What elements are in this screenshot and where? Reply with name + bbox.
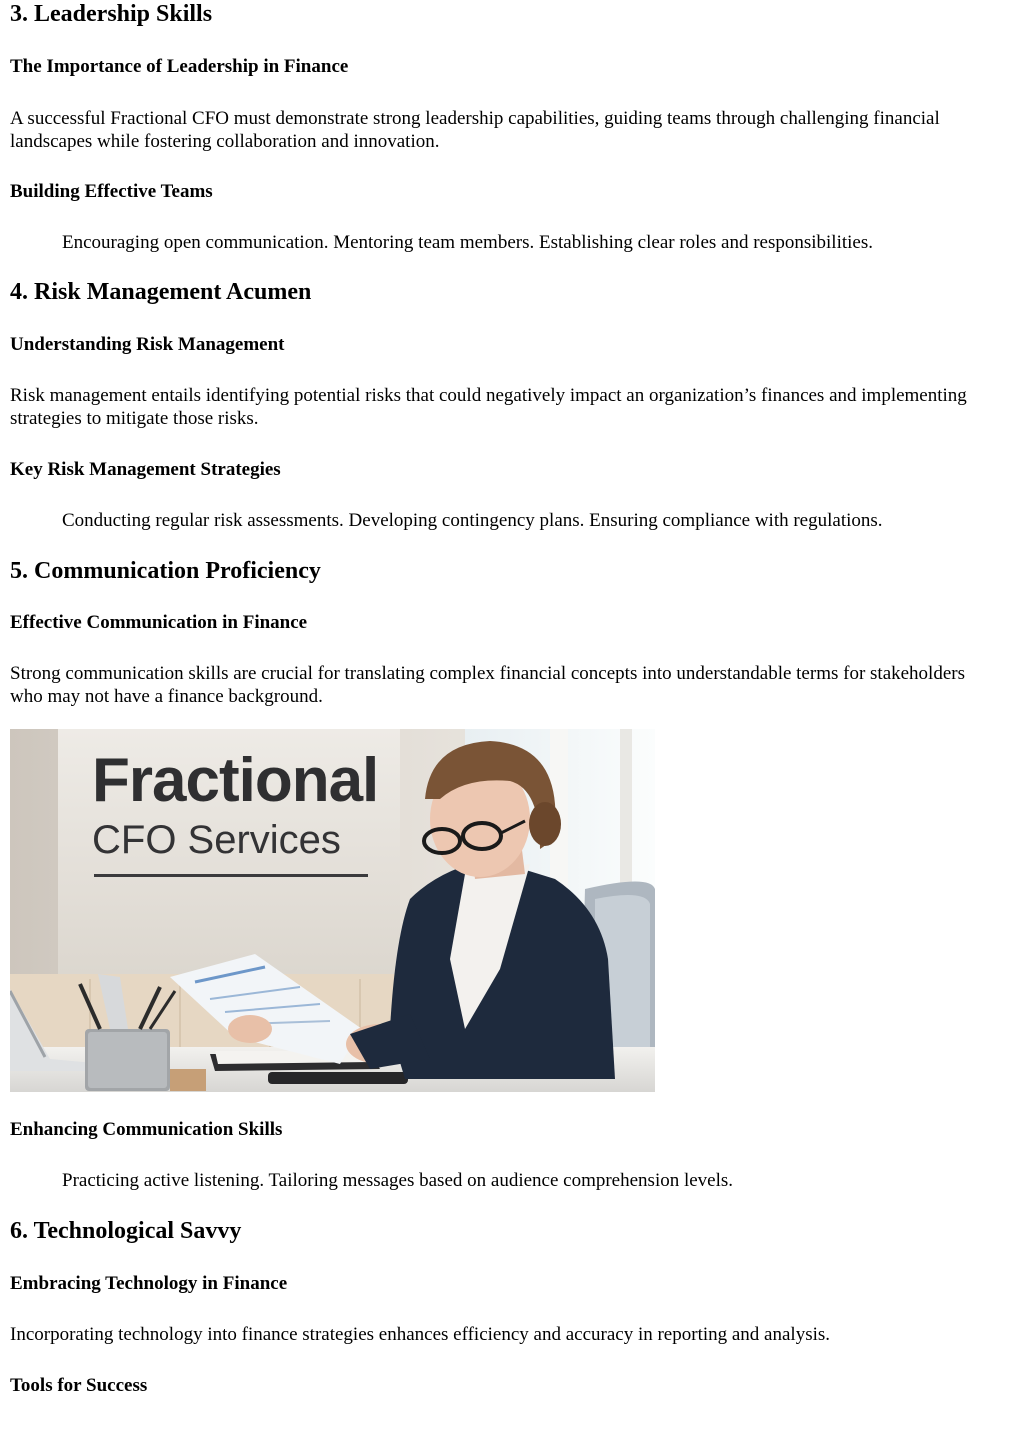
list-building-teams: Encouraging open communication. Mentoring team members. Establishing clear roles and responsibilities. xyxy=(62,232,873,253)
section-heading-technology: 6. Technological Savvy xyxy=(10,1218,242,1244)
section-heading-communication: 5. Communication Proficiency xyxy=(10,558,321,584)
subheading-embracing-technology: Embracing Technology in Finance xyxy=(10,1273,288,1294)
paragraph-communication: Strong communication skills are crucial for translating complex financial concepts into understandable terms for stakeholders who may not have a finance background. xyxy=(10,663,965,707)
list-risk-strategies: Conducting regular risk assessments. Developing contingency plans. Ensuring compliance with regulations. xyxy=(62,510,883,531)
subheading-risk-strategies: Key Risk Management Strategies xyxy=(10,459,281,480)
paragraph-leadership: A successful Fractional CFO must demonstrate strong leadership capabilities, guiding teams through challenging financial landscapes while fostering collaboration and innovation. xyxy=(10,108,940,152)
section-heading-risk-management: 4. Risk Management Acumen xyxy=(10,279,312,305)
subheading-building-teams: Building Effective Teams xyxy=(10,181,213,202)
subheading-understanding-risk: Understanding Risk Management xyxy=(10,334,285,355)
subheading-effective-communication: Effective Communication in Finance xyxy=(10,612,308,633)
paragraph-risk-management: Risk management entails identifying potential risks that could negatively impact an organization’s finances and implementing strategies to mitigate those risks. xyxy=(10,385,967,429)
subheading-enhancing-communication: Enhancing Communication Skills xyxy=(10,1119,283,1140)
subheading-tools-for-success: Tools for Success xyxy=(10,1375,148,1396)
sign-text-fractional: Fractional xyxy=(92,746,379,815)
list-communication-skills: Practicing active listening. Tailoring messages based on audience comprehension levels. xyxy=(62,1170,734,1191)
paragraph-technology: Incorporating technology into finance strategies enhances efficiency and accuracy in reporting and analysis. xyxy=(10,1324,831,1345)
cfo-photo xyxy=(10,729,655,1092)
subheading-importance-of-leadership: The Importance of Leadership in Finance xyxy=(10,56,349,77)
sign-text-cfo-services: CFO Services xyxy=(92,818,341,862)
section-heading-leadership: 3. Leadership Skills xyxy=(10,1,213,27)
